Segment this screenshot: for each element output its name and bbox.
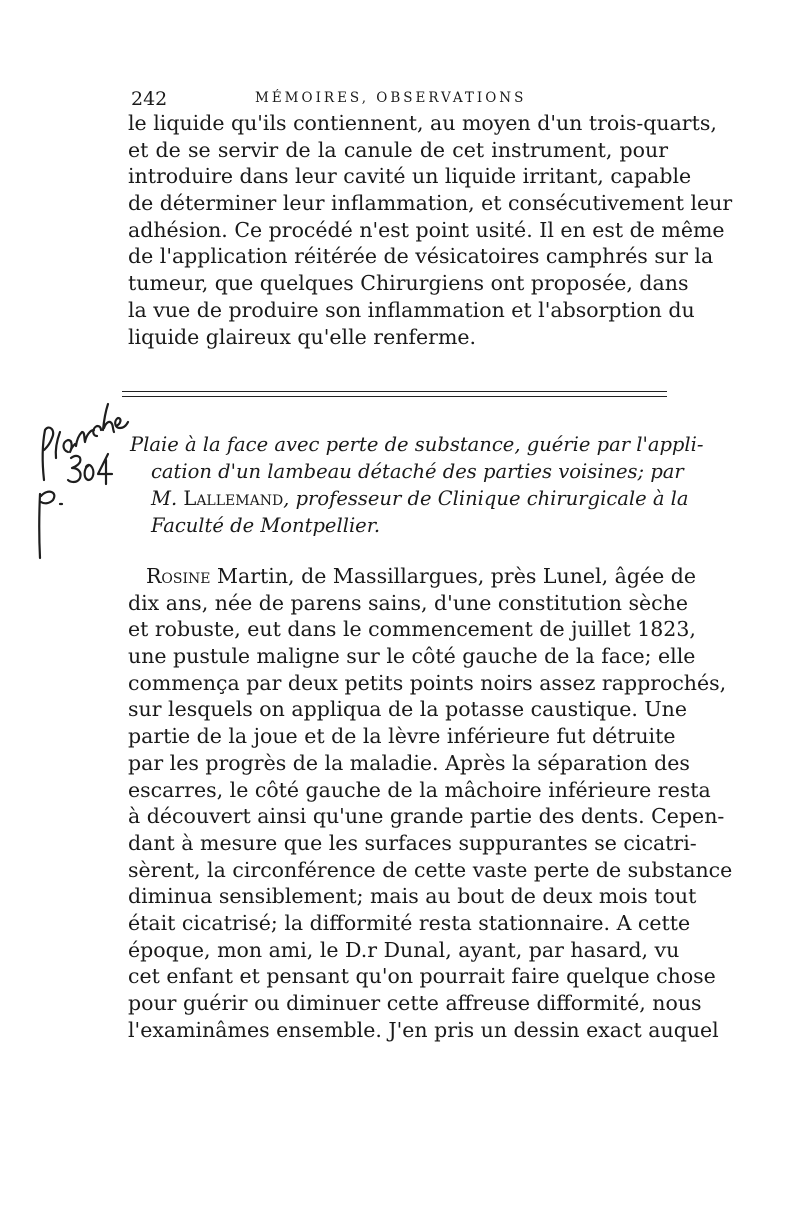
title-line: Plaie à la face avec perte de substance, guérie par l'appli- xyxy=(130,433,704,456)
text-line: le liquide qu'ils contiennent, au moyen d'un trois-quarts, xyxy=(128,111,717,135)
text-line: époque, mon ami, le D.r Dunal, ayant, par hasard, vu xyxy=(128,937,680,962)
first-line-rest: Martin, de Massillargues, près Lunel, âgée de xyxy=(210,564,697,588)
page-number: 242 xyxy=(131,88,168,110)
page-header xyxy=(125,88,670,110)
text-line: diminua sensiblement; mais au bout de deux mois tout xyxy=(128,884,697,909)
text-line: et de se servir de la canule de cet instrument, pour xyxy=(128,137,668,162)
text-line: l'examinâmes ensemble. J'en pris un dessin exact auquel xyxy=(128,1017,719,1042)
first-word: Rosine xyxy=(146,564,211,588)
text-line: sur lesquels on appliqua de la potasse caustique. Une xyxy=(128,697,688,722)
text-line: sèrent, la circonférence de cette vaste perte de substance xyxy=(128,857,733,882)
section-divider-rule xyxy=(122,391,667,392)
text-line: escarres, le côté gauche de la mâchoire inférieure resta xyxy=(128,777,711,802)
text-line-first xyxy=(128,563,697,590)
text-line: cet enfant et pensant qu'on pourrait faire quelque chose xyxy=(128,964,716,989)
text-line: était cicatrisé; la difformité resta stationnaire. A cette xyxy=(128,910,691,935)
title-line: cation d'un lambeau détaché des parties voisines; par xyxy=(151,460,684,483)
text-line: dix ans, née de parens sains, d'une constitution sèche xyxy=(128,590,688,615)
running-head: MÉMOIRES, OBSERVATIONS xyxy=(255,90,527,106)
handwritten-margin-note xyxy=(0,400,130,570)
author-affiliation: , professeur de Clinique chirurgicale à la xyxy=(283,487,689,510)
text-line: partie de la joue et de la lèvre inférieure fut détruite xyxy=(128,724,676,749)
text-line: tumeur, que quelques Chirurgiens ont proposée, dans xyxy=(128,271,689,296)
author-prefix: M. xyxy=(151,487,178,510)
title-line: Faculté de Montpellier. xyxy=(151,514,381,537)
text-line: liquide glaireux qu'elle renferme. xyxy=(128,324,477,349)
text-line: et robuste, eut dans le commencement de juillet 1823, xyxy=(128,617,696,642)
paragraph-1 xyxy=(128,110,733,350)
text-line: la vue de produire son inflammation et l'absorption du xyxy=(128,297,695,322)
text-line: à découvert ainsi qu'une grande partie des dents. Cepen- xyxy=(128,804,725,829)
handwritten-annotation xyxy=(0,400,130,570)
article-title xyxy=(130,431,704,539)
text-line: commença par deux petits points noirs assez rapprochés, xyxy=(128,670,727,695)
text-line: de l'application réitérée de vésicatoires camphrés sur la xyxy=(128,244,714,269)
text-line: introduire dans leur cavité un liquide irritant, capable xyxy=(128,164,692,189)
text-line: pour guérir ou diminuer cette affreuse difformité, nous xyxy=(128,991,702,1015)
paragraph-2 xyxy=(128,563,733,1043)
title-line-author xyxy=(130,485,689,512)
section-divider-rule xyxy=(122,396,667,397)
text-line: dant à mesure que les surfaces suppurantes se cicatri- xyxy=(128,830,697,855)
text-line: par les progrès de la maladie. Après la séparation des xyxy=(128,750,690,775)
text-line: adhésion. Ce procédé n'est point usité. Il en est de même xyxy=(128,217,725,242)
author-name: Lallemand xyxy=(183,487,284,510)
text-line: de déterminer leur inflammation, et consécutivement leur xyxy=(128,191,733,216)
text-line: une pustule maligne sur le côté gauche de la face; elle xyxy=(128,644,696,669)
